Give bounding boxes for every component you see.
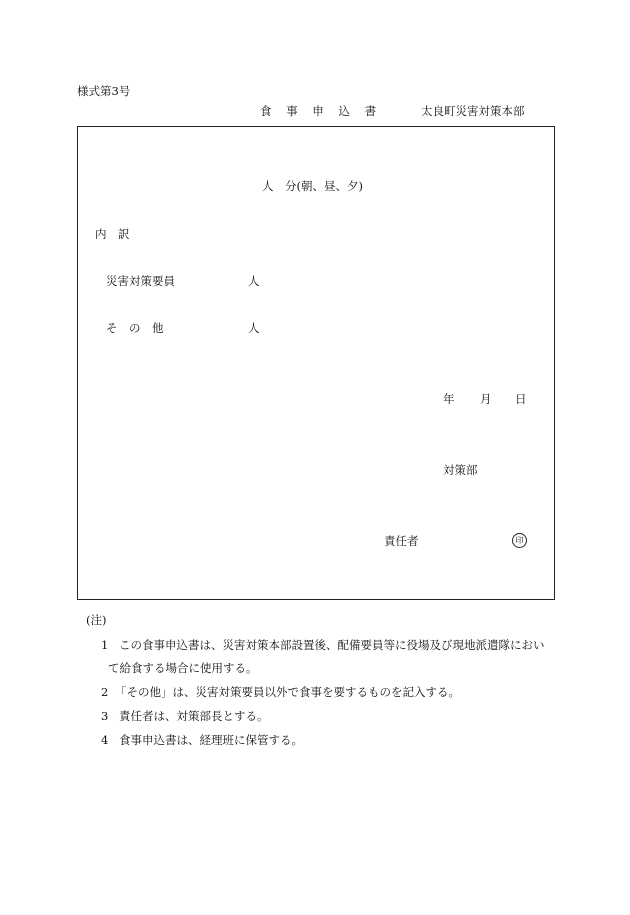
row-unit-disaster-staff: 人 xyxy=(248,274,260,288)
note-text-4: 食事申込書は、経理班に保管する。 xyxy=(119,733,303,747)
seal-icon: 印 xyxy=(512,533,527,548)
row-label-disaster-staff: 災害対策要員 xyxy=(106,274,175,288)
document-title: 食 事 申 込 書 xyxy=(260,104,378,118)
note-text-1: この食事申込書は、災害対策本部設置後、配備要員等に役場及び現地派遣隊におい xyxy=(119,638,545,652)
date-year: 年 xyxy=(443,392,455,406)
date-day: 日 xyxy=(515,392,527,406)
note-number-2: 2 xyxy=(101,685,109,699)
breakdown-label: 内 訳 xyxy=(95,227,130,241)
department-label: 対策部 xyxy=(443,463,478,477)
row-unit-other: 人 xyxy=(248,321,260,335)
notes-heading: (注) xyxy=(86,613,107,627)
issuer: 太良町災害対策本部 xyxy=(421,104,525,118)
responsible-label: 責任者 xyxy=(384,534,419,548)
note-number-4: 4 xyxy=(101,733,109,747)
note-text-3: 責任者は、対策部長とする。 xyxy=(119,709,269,723)
row-label-other: そ の 他 xyxy=(106,321,164,335)
note-number-1: 1 xyxy=(101,638,109,652)
date-month: 月 xyxy=(480,392,492,406)
persons-per-meal: 人 分(朝、昼、夕) xyxy=(262,179,363,193)
note-number-3: 3 xyxy=(101,709,109,723)
form-number: 様式第3号 xyxy=(77,84,131,98)
application-form-box xyxy=(77,126,555,600)
note-text-2: 「その他」は、災害対策要員以外で食事を要するものを記入する。 xyxy=(115,685,460,699)
note-text-1-continued: て給食する場合に使用する。 xyxy=(108,661,258,675)
